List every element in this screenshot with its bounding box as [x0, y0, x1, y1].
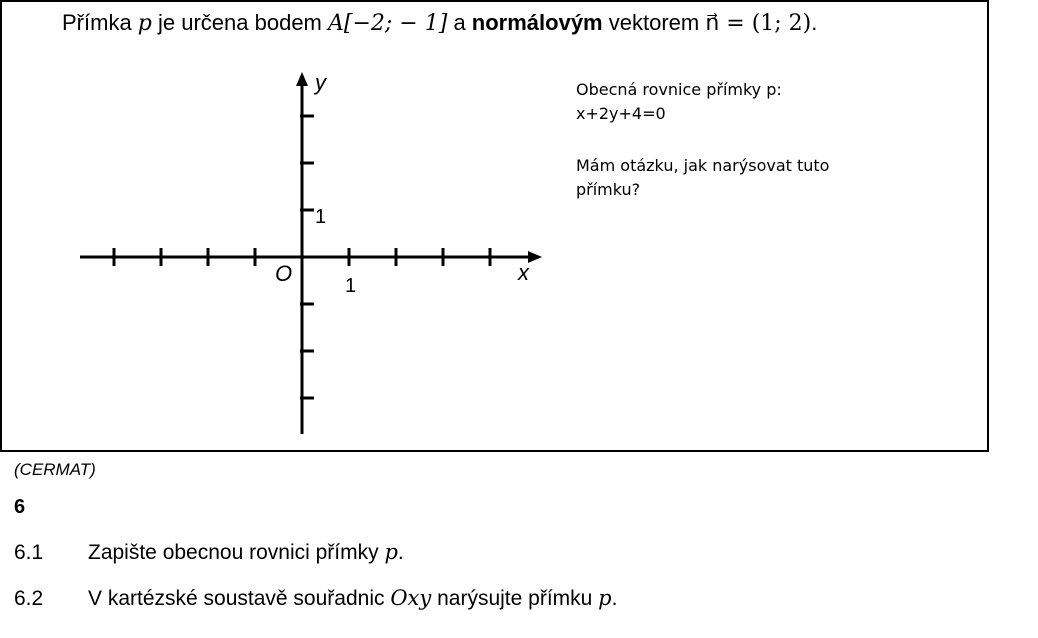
subtask-variable: Oxy — [390, 586, 432, 610]
statement-mid1: je určena bodem — [151, 10, 328, 35]
statement-suffix: . — [811, 10, 818, 35]
normal-vector: n⃗ = (1; 2) — [705, 11, 812, 36]
source-label: (CERMAT) — [14, 460, 96, 479]
statement-mid2: a — [447, 10, 472, 35]
subtask-text: Zapište obecnou rovnici přímky — [88, 541, 385, 564]
subtask-mid: narýsujte přímku — [431, 587, 599, 610]
y-unit-label: 1 — [315, 206, 327, 228]
subtask-number: 6.2 — [14, 587, 44, 610]
subtask-6-1 — [14, 540, 404, 565]
coordinate-axes — [72, 68, 552, 438]
axes-lines — [80, 72, 542, 434]
note-line-3: Mám otázku, jak narýsovat tuto — [576, 156, 830, 175]
note-line-1: Obecná rovnice přímky p: — [576, 80, 782, 99]
line-variable: p — [137, 11, 152, 36]
note-equation: x+2y+4=0 — [576, 104, 666, 123]
subtask-variable-2: p — [598, 586, 612, 610]
task-number: 6 — [14, 496, 26, 518]
point-a: A[−2; − 1] — [328, 11, 448, 36]
subtask-text: V kartézské soustavě souřadnic — [88, 587, 391, 610]
problem-statement — [62, 6, 817, 41]
subtask-end: . — [611, 587, 618, 610]
x-axis-arrow — [528, 251, 542, 263]
statement-mid3: vektorem — [602, 10, 706, 35]
y-axis-arrow — [296, 72, 308, 86]
y-axis-label: y — [315, 70, 326, 95]
note-gap — [576, 126, 876, 154]
subtask-number: 6.1 — [14, 541, 44, 564]
x-unit-label: 1 — [345, 275, 357, 297]
subtask-6-2 — [14, 586, 617, 611]
normal-word: normálovým — [471, 10, 603, 35]
question-note — [576, 78, 876, 202]
subtask-variable: p — [384, 540, 398, 564]
origin-label: O — [275, 261, 293, 286]
note-line-4: přímku? — [576, 180, 641, 199]
x-axis-label: x — [518, 260, 529, 285]
statement-prefix: Přímka — [62, 10, 138, 35]
subtask-end: . — [397, 541, 404, 564]
